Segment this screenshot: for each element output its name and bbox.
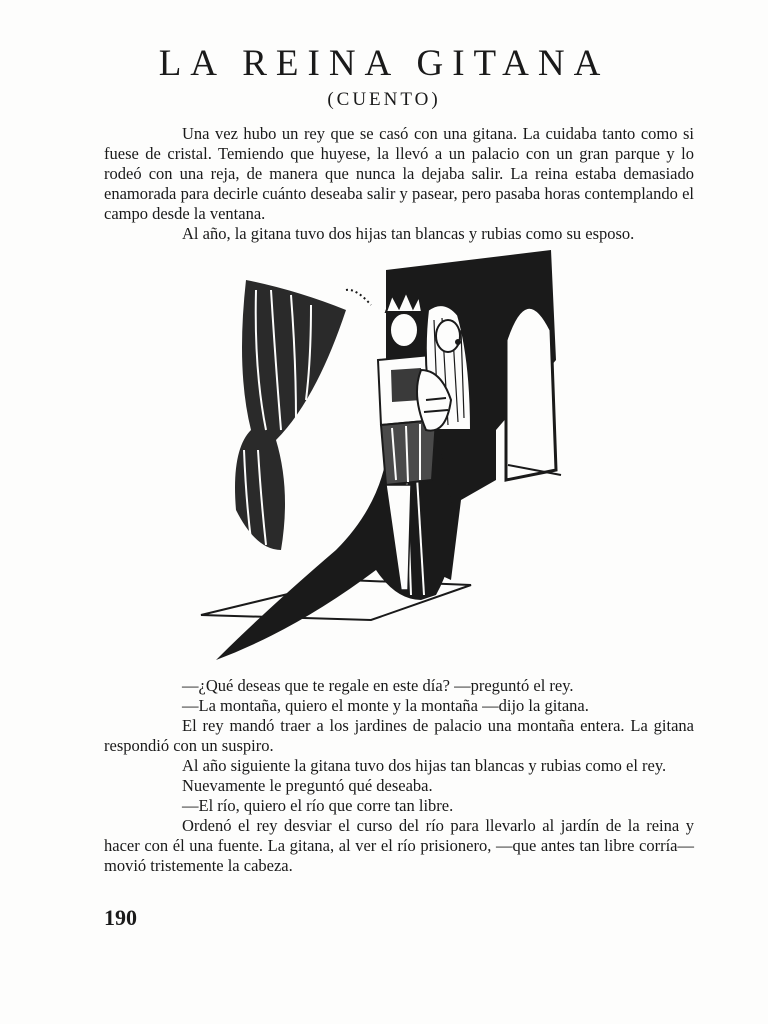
paragraph: Al año, la gitana tuvo dos hijas tan blancas y rubias como su esposo. — [182, 224, 635, 243]
story-text-top — [104, 124, 694, 244]
paragraph: —¿Qué deseas que te regale en este día? —preguntó el rey. — [182, 676, 574, 695]
paragraph: Nuevamente le preguntó qué deseaba. — [182, 776, 433, 795]
story-text-bottom — [104, 676, 694, 876]
arched-window-icon — [506, 307, 556, 480]
page-subtitle: (CUENTO) — [327, 89, 441, 110]
paragraph: —La montaña, quiero el monte y la montaña —dijo la gitana. — [182, 696, 589, 715]
paragraph: El rey mandó traer a los jardines de palacio una montaña entera. La gitana respondió con un suspiro. — [104, 716, 694, 755]
paragraph: Al año siguiente la gitana tuvo dos hijas tan blancas y rubias como el rey. — [182, 756, 667, 775]
king-and-gypsy-queen-illustration — [196, 250, 576, 670]
paragraph: —El río, quiero el río que corre tan libre. — [182, 796, 454, 815]
paragraph: Una vez hubo un rey que se casó con una gitana. La cuidaba tanto como si fuese de cristal. Temiendo que huyese, la llevó a un palacio con un gran parque y lo rodeó con una reja, de manera que nunca la dejaba salir. La reina estaba demasiado enamorada para decirle cuánto deseaba salir y pasear, pero pasaba horas contemplando el campo desde la ventana. — [104, 124, 694, 223]
curtain-icon — [235, 280, 371, 550]
page-title: LA REINA GITANA — [158, 43, 610, 84]
paragraph: Ordenó el rey desviar el curso del río para llevarlo al jardín de la reina y hacer con él una fuente. La gitana, al ver el río prisionero, —que antes tan libre corría— movió tristemente la cabeza. — [104, 816, 694, 875]
page-number: 190 — [104, 905, 137, 930]
